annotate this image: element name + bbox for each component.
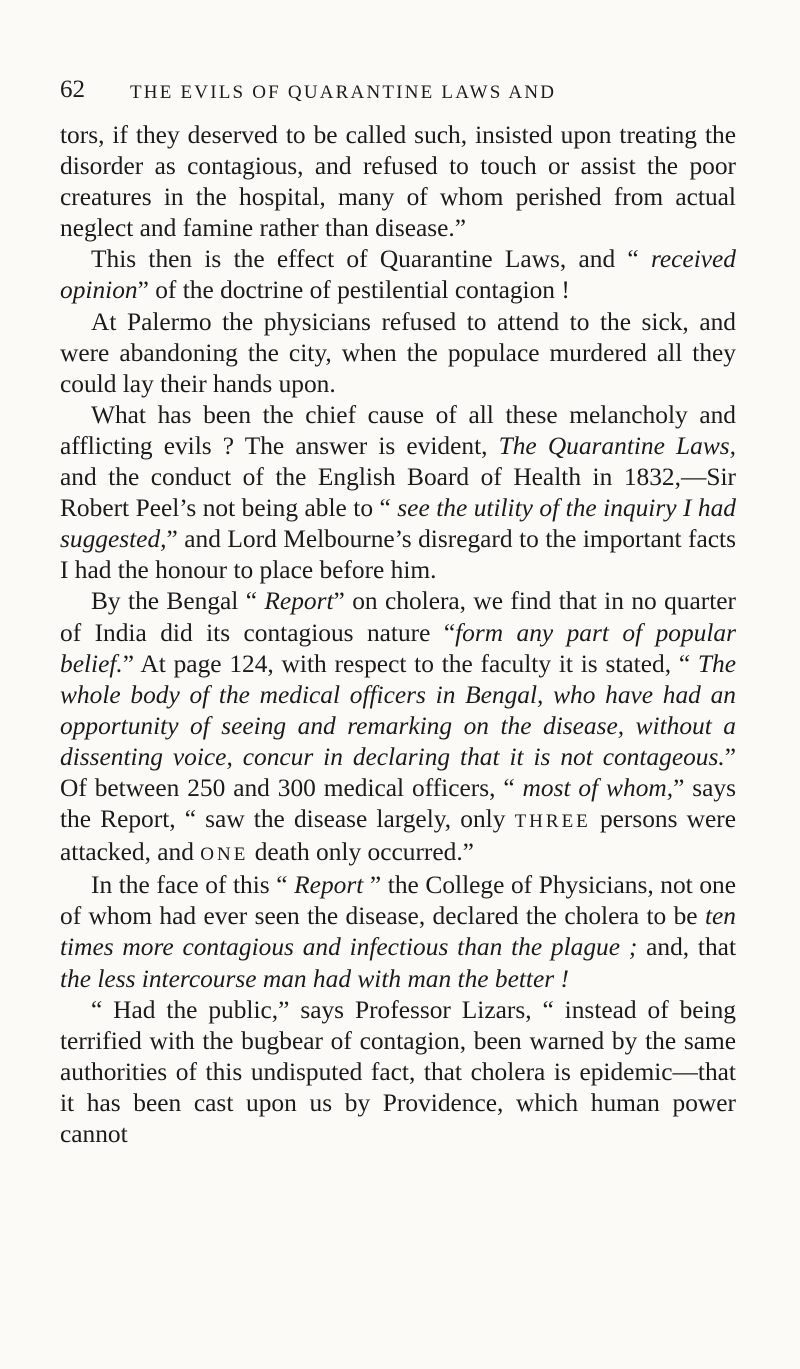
italic-run: see the utility of the inquiry I had suggested, (60, 494, 736, 554)
italic-run: ten times more contagious and infectious than the plague ; (60, 902, 736, 962)
text-run: “ Had the public,” says Professor Lizars, “ instead of being terrified with the bugbear of contagion, been warned by the same authorities of this undisputed fact, that cholera is epidemic—that it has been cast upon us by Providence, which human power cannot (60, 995, 736, 1148)
text-run: tors, if they deserved to be called such, insisted upon treating the disorder as contagious, and refused to touch or assist the poor creatures in the hospital, many of whom perished from actual neglect and famine rather than disease.” (60, 121, 736, 243)
italic-run: Report (294, 871, 364, 900)
running-head: THE EVILS OF QUARANTINE LAWS AND (130, 82, 557, 103)
text-run: ” Of between 250 and 300 medical officers, “ (60, 742, 736, 802)
italic-run: the less intercourse man had with man the better ! (60, 964, 569, 993)
text-run: ” on cholera, we find that in no quarter of India did its contagious nature “ (60, 587, 736, 647)
paragraph (60, 995, 736, 1150)
text-run: ” At page 124, with respect to the faculty it is stated, “ (122, 649, 698, 678)
paragraph (60, 870, 736, 994)
page-header (60, 76, 736, 112)
text-run: ” of the doctrine of pestilential contagion ! (137, 276, 570, 305)
italic-run: The whole body of the medical officers in Bengal, who have had an opportunity of seeing and remarking on the disease, without a dissenting voice, concur in declaring that it is not contageous. (60, 649, 736, 771)
paragraph (60, 307, 736, 400)
small-caps-run: ONE (200, 844, 249, 866)
italic-run: Report (264, 587, 334, 616)
text-run: death only occurred.” (248, 838, 474, 867)
italic-run: received opinion (60, 245, 736, 305)
text-run: In the face of this “ (91, 871, 295, 900)
text-run: By the Bengal “ (91, 587, 265, 616)
small-caps-run: THREE (514, 811, 591, 833)
text-run: and the conduct of the English Board of Health in 1832,—Sir Robert Peel’s not being able to “ (60, 463, 736, 523)
body-text (60, 120, 736, 1150)
paragraph (60, 120, 736, 244)
text-run: ” and Lord Melbourne’s disregard to the important facts I had the honour to place before him. (60, 525, 736, 585)
text-run: At Palermo the physicians refused to attend to the sick, and were abandoning the city, when the populace murdered all they could lay their hands upon. (60, 307, 736, 398)
paragraph (60, 244, 736, 306)
text-run: This then is the effect of Quarantine Laws, and “ (91, 245, 651, 274)
paragraph (60, 400, 736, 587)
text-run: and, that (637, 933, 737, 962)
text-run: persons were attacked, and (60, 805, 736, 867)
paragraph (60, 586, 736, 870)
text-run: ” says the Report, “ saw the disease largely, only (60, 773, 736, 834)
italic-run: The Quarantine Laws, (498, 431, 736, 460)
text-run: What has been the chief cause of all these melancholy and afflicting evils ? The answer is evident, (60, 400, 736, 460)
page-number: 62 (60, 76, 85, 103)
text-run: ” the College of Physicians, not one of whom had ever seen the disease, declared the cholera to be (60, 871, 736, 931)
italic-run: form any part of popular belief. (60, 618, 736, 678)
italic-run: most of whom, (522, 773, 674, 802)
